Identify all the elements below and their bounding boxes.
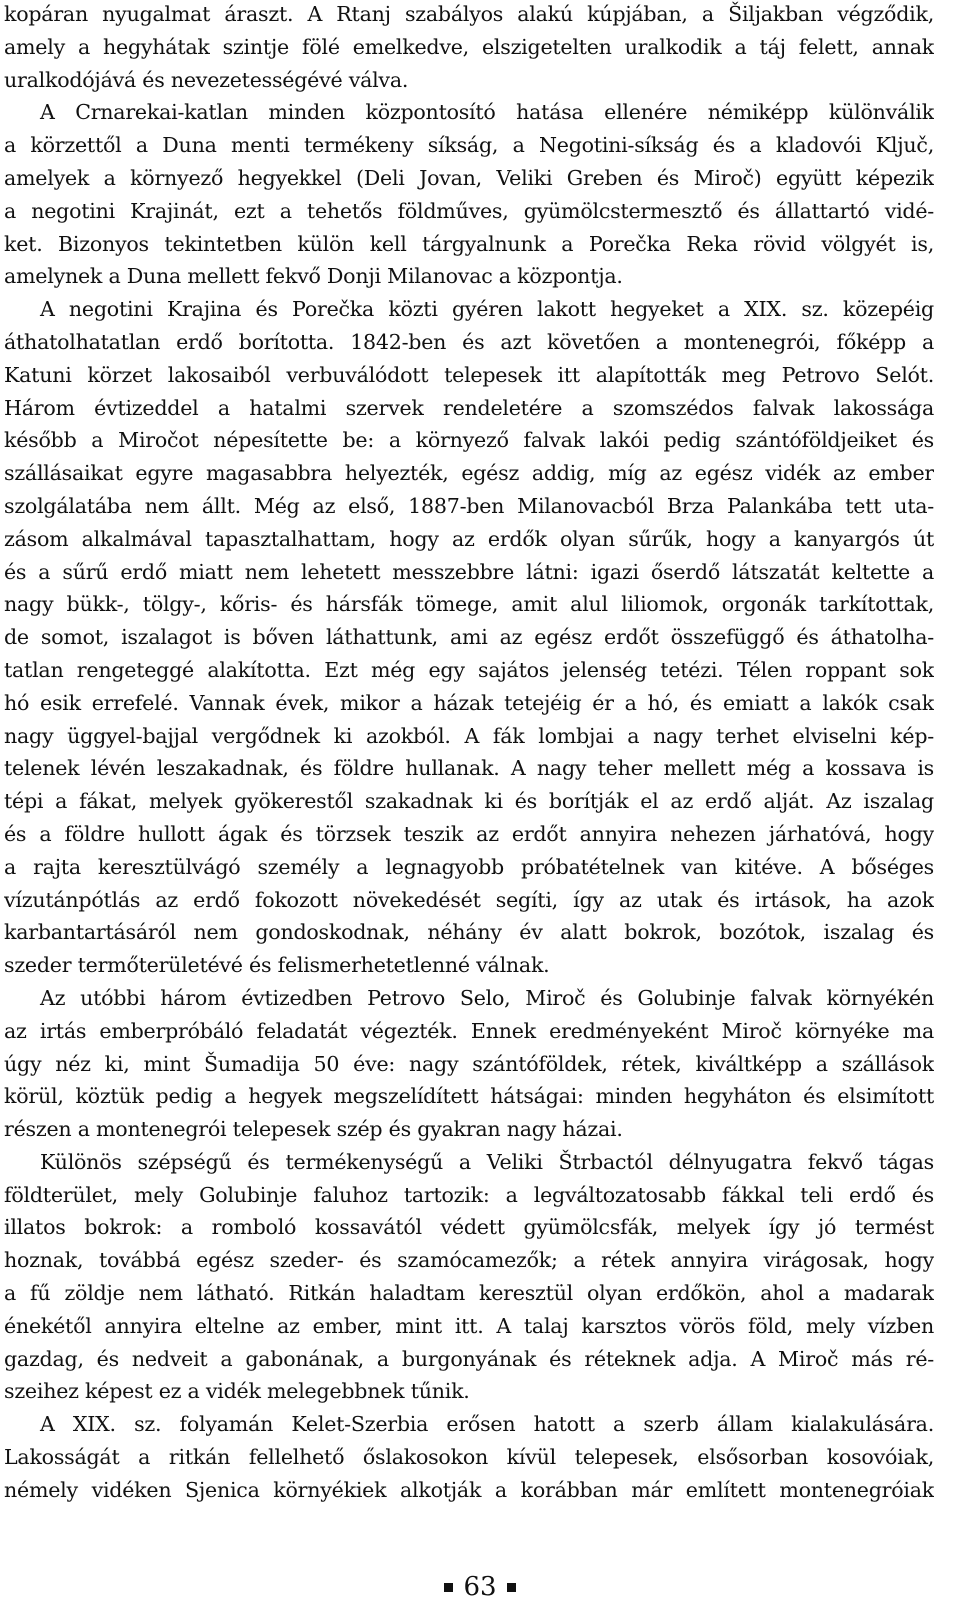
text-line: körül, köztük pedig a hegyek megszelídített hátságai: minden hegyháton és elsimított <box>4 1084 934 1109</box>
text-line: karbantartásáról nem gondoskodnak, néhány év alatt bokrok, bozótok, iszalag és <box>4 920 934 945</box>
text-line: de somot, iszalagot is bőven láthattunk, ami az egész erdőt összefüggő és áthatolha- <box>4 625 934 650</box>
text-line: amely a hegyhátak szintje fölé emelkedve, elszigetelten uralkodik a táj felett, annak <box>4 34 934 59</box>
square-bullet-icon <box>507 1583 516 1592</box>
text-line: a rajta keresztülvágó személy a legnagyobb próbatételnek van kitéve. A bőséges <box>4 854 934 879</box>
text-line: Három évtizeddel a hatalmi szervek rendeletére a szomszédos falvak lakossága <box>4 395 934 420</box>
text-line: hoznak, továbbá egész szeder- és szamócamezők; a rétek annyira virágosak, hogy <box>4 1248 934 1273</box>
text-line: szolgálatába nem állt. Még az első, 1887-ben Milanovacból Brza Palankába tett uta- <box>4 493 934 518</box>
body-text <box>4 0 934 1507</box>
text-line: hó esik errefelé. Vannak évek, mikor a házak tetejéig ér a hó, és emiatt a lakók csak <box>4 690 934 715</box>
text-line: a körzettől a Duna menti termékeny síkság, a Negotini-síkság és a kladovói Ključ, <box>4 133 934 158</box>
text-line: gazdag, és nedveit a gabonának, a burgonyának és réteknek adja. A Miroč más ré- <box>4 1346 934 1371</box>
text-line: kopáran nyugalmat áraszt. A Rtanj szabályos alakú kúpjában, a Šiljakban végződik, <box>4 2 934 26</box>
text-line: amelynek a Duna mellett fekvő Donji Milanovac a központja. <box>4 264 623 289</box>
square-bullet-icon <box>444 1583 453 1592</box>
text-line: A negotini Krajina és Porečka közti gyéren lakott hegyeket a XIX. sz. közepéig <box>40 297 934 322</box>
text-line: némely vidéken Sjenica környékiek alkotják a korábban már említett montenegróiak <box>4 1477 934 1502</box>
text-line: énekétől annyira eltelne az ember, mint itt. A talaj karsztos vörös föld, mely vízben <box>4 1313 934 1338</box>
text-line: a fű zöldje nem látható. Ritkán haladtam keresztül olyan erdőkön, ahol a madarak <box>4 1281 934 1306</box>
text-line: A XIX. sz. folyamán Kelet-Szerbia erősen hatott a szerb állam kialakulására. <box>40 1412 934 1437</box>
text-line: földterület, mely Golubinje faluhoz tartozik: a legváltozatosabb fákkal teli erdő és <box>4 1182 934 1207</box>
text-line: nagy bükk-, tölgy-, kőris- és hársfák tömege, amit alul liliomok, orgonák tarkítottak, <box>4 592 934 617</box>
text-line: illatos bokrok: a romboló kossavától védett gyümölcsfák, melyek így jó termést <box>4 1215 934 1240</box>
text-line: úgy néz ki, mint Šumadija 50 éve: nagy szántóföldek, rétek, kiváltképp a szállások <box>4 1051 934 1076</box>
text-line: Lakosságát a ritkán fellelhető őslakosokon kívül telepesek, elsősorban kosovóiak, <box>4 1445 934 1470</box>
text-line: a negotini Krajinát, ezt a tehetős földműves, gyümölcstermesztő és állattartó vidé- <box>4 198 934 223</box>
text-line: tatlan rengeteggé alakította. Ezt még egy sajátos jelenség tetézi. Télen roppant sok <box>4 657 934 682</box>
text-line: Különös szépségű és termékenységű a Veliki Štrbactól délnyugatra fekvő tágas <box>40 1149 934 1174</box>
text-line: ket. Bizonyos tekintetben külön kell tárgyalnunk a Porečka Reka rövid völgyét is, <box>4 231 934 256</box>
text-line: telenek lévén leszakadnak, és földre hullanak. A nagy teher mellett még a kossava is <box>4 756 934 781</box>
text-line: áthatolhatatlan erdő borította. 1842-ben és azt követően a montenegrói, főképp a <box>4 329 934 354</box>
text-line: nagy üggyel-bajjal vergődnek ki azokból. A fák lombjai a nagy terhet elviselni kép- <box>4 723 934 748</box>
text-line: később a Miročot népesítette be: a környező falvak lakói pedig szántóföldjeiket és <box>4 428 934 453</box>
text-line: A Crnarekai-katlan minden központosító hatása ellenére némiképp különválik <box>40 100 934 125</box>
text-line: szeihez képest ez a vidék melegebbnek tűnik. <box>4 1379 470 1404</box>
text-line: Katuni körzet lakosaiból verbuválódott telepesek itt alapították meg Petrovo Selót. <box>4 362 934 387</box>
text-line: szeder termőterületévé és felismerhetetlenné válnak. <box>4 953 550 978</box>
text-line: az irtás emberpróbáló feladatát végezték. Ennek eredményeként Miroč környéke ma <box>4 1018 934 1043</box>
text-line: és a földre hullott ágak és törzsek teszik az erdőt annyira nehezen járhatóvá, hogy <box>4 821 934 846</box>
text-line: részen a montenegrói telepesek szép és gyakran nagy házai. <box>4 1117 623 1142</box>
text-line: Az utóbbi három évtizedben Petrovo Selo, Miroč és Golubinje falvak környékén <box>40 985 934 1010</box>
text-line: zásom alkalmával tapasztalhattam, hogy az erdők olyan sűrűk, hogy a kanyargós út <box>4 526 934 551</box>
text-line: uralkodójává és nevezetességévé válva. <box>4 67 409 92</box>
page-number: 63 <box>463 1572 497 1602</box>
text-line: és a sűrű erdő miatt nem lehetett messzebbre látni: igazi őserdő látszatát keltette a <box>4 559 934 584</box>
text-line: amelyek a környező hegyekkel (Deli Jovan, Veliki Greben és Miroč) együtt képezik <box>4 165 934 190</box>
text-line: vízutánpótlás az erdő fokozott növekedését segíti, így az utak és irtások, ha azok <box>4 887 934 912</box>
text-line: szállásaikat egyre magasabbra helyezték, egész addig, míg az egész vidék az ember <box>4 461 934 486</box>
page-footer <box>0 1560 960 1614</box>
text-line: tépi a fákat, melyek gyökerestől szakadnak ki és borítják el az erdő alját. Az iszalag <box>4 789 934 814</box>
